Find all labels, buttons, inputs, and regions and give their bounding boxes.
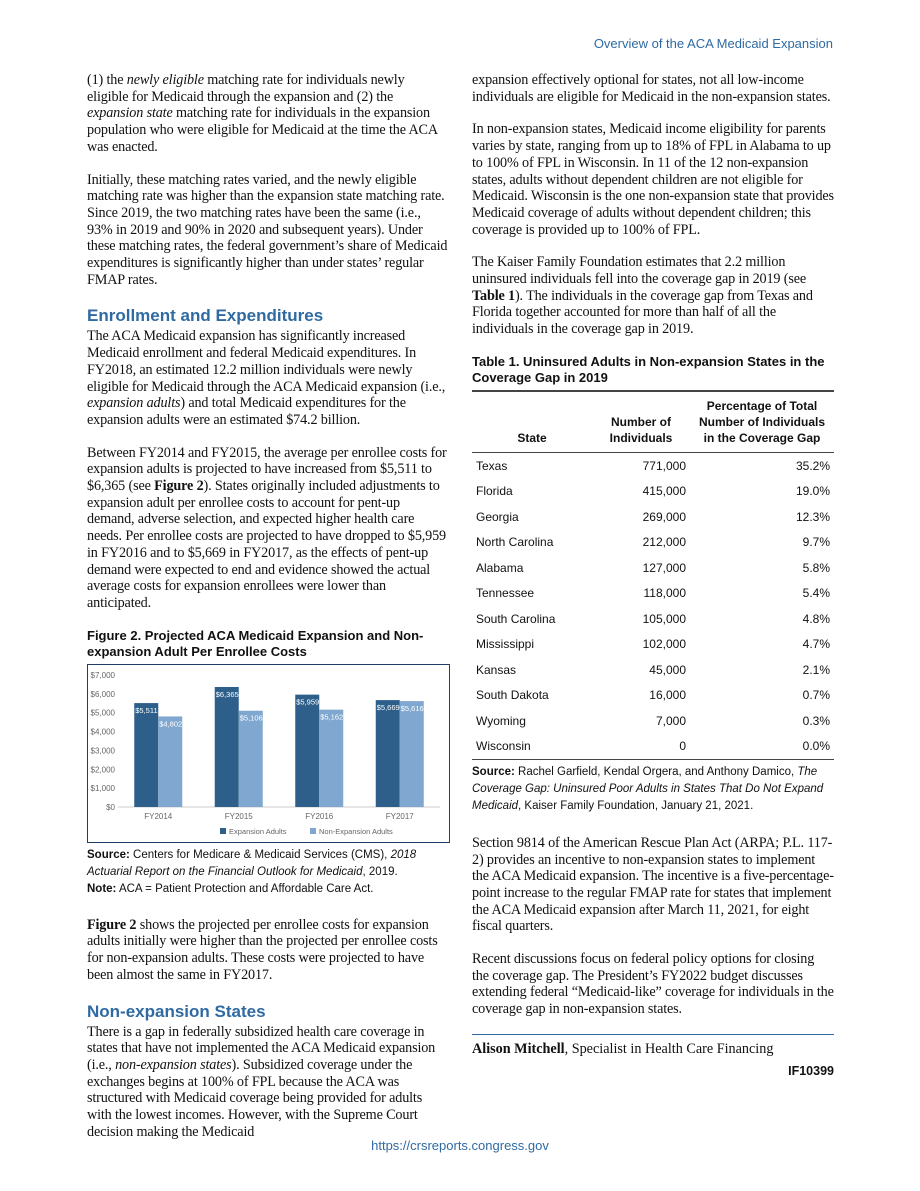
y-tick-label: $6,000 — [90, 689, 115, 699]
y-tick-label: $0 — [106, 802, 115, 812]
cell-percentage: 9.7% — [802, 535, 830, 550]
cell-percentage: 0.7% — [802, 688, 830, 703]
cell-number: 0 — [679, 739, 686, 754]
paragraph: Section 9814 of the American Rescue Plan Act (ARPA; P.L. 117-2) provides an incentive to non-expansion states to implement the ACA Medicaid expansion. The incentive is a five-percentage-point increase to the regular FMAP rate for states that implement the ACA Medicaid expansion after March 11, 2021, for eight fiscal quarters. — [472, 834, 834, 935]
document-id: IF10399 — [788, 1063, 834, 1078]
table-row — [472, 504, 834, 530]
table-row — [472, 657, 834, 683]
bar-nonexpansion — [158, 716, 182, 807]
section-heading-nonexpansion: Non-expansion States — [87, 1001, 266, 1021]
bar-nonexpansion — [239, 710, 263, 806]
data-label: $5,669 — [376, 702, 400, 712]
data-label: $6,365 — [215, 689, 239, 699]
y-tick-label: $5,000 — [90, 708, 115, 718]
paragraph: In non-expansion states, Medicaid income eligibility for parents varies by state, ranging from up to 18% of FPL in Alabama to up to 100% of FPL in Wisconsin. In 11 of the 12 non-expansion states, adults without dependent children are not eligible for Medicaid. Wisconsin is the one non-expansion state that provides Medicaid coverage of adults without dependent children; this coverage is provided up to 100% of FPL. — [472, 121, 834, 238]
cell-number: 118,000 — [643, 586, 686, 601]
author-line: Alison Mitchell, Specialist in Health Care Financing — [472, 1040, 774, 1057]
section-heading-enrollment: Enrollment and Expenditures — [87, 306, 324, 326]
paragraph: The Kaiser Family Foundation estimates that 2.2 million uninsured individuals fell into the coverage gap in 2019 (see Table 1). The individuals in the coverage gap from Texas and Florida together accounted for more than half of all the individuals in the coverage gap in 2019. — [472, 254, 813, 338]
figure-note: Note: ACA = Patient Protection and Affordable Care Act. — [87, 882, 374, 895]
cell-percentage: 35.2% — [795, 458, 830, 473]
legend-swatch — [220, 828, 226, 834]
footer-url[interactable]: https://crsreports.congress.gov — [371, 1138, 549, 1153]
paragraph: Recent discussions focus on federal policy options for closing the coverage gap. The President’s FY2022 budget discusses extending federal “Medicaid-like” coverage for individuals in the coverage gap in non-expansion states. — [472, 951, 834, 1018]
column-header-number: Number of Individuals — [609, 414, 673, 445]
table-row — [472, 580, 834, 606]
cell-number: 102,000 — [642, 637, 686, 652]
figure-2-chart — [87, 664, 450, 843]
y-tick-label: $1,000 — [90, 783, 115, 793]
paragraph: Initially, these matching rates varied, and the newly eligible matching rate was higher than the expansion state matching rate. Since 2019, the two matching rates have been the same (i.e., 93% in 2019 and 90% in 2020 and subsequent years). Under these matching rates, the federal government’s share of Medicaid expenditures is significantly higher than under states’ regular FMAP rates. — [87, 171, 448, 288]
data-label: $5,616 — [400, 703, 424, 713]
bar-nonexpansion — [319, 709, 343, 806]
cell-percentage: 4.7% — [802, 637, 830, 652]
data-label: $5,106 — [239, 713, 263, 723]
bar-expansion — [215, 687, 239, 807]
legend-label: Expansion Adults — [229, 826, 287, 836]
paragraph: (1) the newly eligible matching rate for individuals newly eligible for Medicaid through the expansion and (2) the expansion state matching rate for individuals in the expansion population who were eligible for Medicaid at the time the ACA was enacted. — [87, 72, 438, 155]
y-tick-label: $3,000 — [90, 746, 115, 756]
table-row — [472, 478, 834, 504]
table-row — [472, 606, 834, 632]
legend-label: Non-Expansion Adults — [319, 826, 393, 836]
cell-percentage: 5.8% — [802, 560, 830, 575]
bar-expansion — [295, 694, 319, 806]
column-header-state: State — [517, 430, 547, 445]
cell-number: 269,000 — [642, 509, 686, 524]
cell-state: South Dakota — [476, 688, 549, 703]
bar-expansion — [376, 700, 400, 807]
cell-state: Mississippi — [476, 637, 535, 652]
cell-state: Alabama — [476, 560, 524, 575]
cell-percentage: 12.3% — [795, 509, 830, 524]
table-row — [472, 529, 834, 555]
cell-state: North Carolina — [476, 535, 554, 550]
y-tick-label: $2,000 — [90, 764, 115, 774]
cell-state: Kansas — [476, 662, 517, 677]
coverage-gap-table — [472, 390, 834, 760]
table-row — [472, 555, 834, 581]
cell-percentage: 19.0% — [795, 484, 830, 499]
cell-state: Wisconsin — [476, 739, 531, 754]
cell-number: 45,000 — [649, 662, 686, 677]
y-tick-label: $7,000 — [90, 670, 115, 680]
table-row — [472, 682, 834, 708]
x-tick-label: FY2015 — [224, 811, 253, 821]
y-tick-label: $4,000 — [90, 727, 115, 737]
right-column — [472, 72, 834, 1078]
author-divider — [472, 1034, 834, 1035]
cell-percentage: 0.0% — [802, 739, 830, 754]
cell-percentage: 2.1% — [802, 662, 830, 677]
column-header-percentage: Percentage of Total Number of Individuals in the Coverage Gap — [698, 398, 825, 445]
cell-number: 212,000 — [642, 535, 686, 550]
cell-number: 7,000 — [655, 713, 686, 728]
legend-swatch — [310, 828, 316, 834]
paragraph: There is a gap in federally subsidized health care coverage in states that have not implemented the ACA Medicaid expansion (i.e., non-expansion states). Subsidized coverage under the exchanges begins at 100% of FPL because the ACA was structured with Medicaid coverage being provided for adults with the lowest incomes. However, with the Supreme Court decision making the Medicaid — [87, 1023, 436, 1140]
table-row — [472, 452, 834, 478]
table-source: Source: Rachel Garfield, Kendal Orgera, and Anthony Damico, The Coverage Gap: Uninsured Poor Adults in States That Do Not Expand Medicaid, Kaiser Family Foundation, January 21, 2021. — [472, 765, 824, 812]
cell-state: Tennessee — [476, 586, 535, 601]
cell-number: 415,000 — [642, 484, 686, 499]
table-row — [472, 631, 834, 657]
figure-source: Source: Centers for Medicare & Medicaid Services (CMS), 2018 Actuarial Report on the Financial Outlook for Medicaid, 2019. — [87, 848, 417, 878]
cell-number: 127,000 — [642, 560, 686, 575]
data-label: $5,511 — [135, 705, 158, 715]
running-header: Overview of the ACA Medicaid Expansion — [593, 36, 833, 51]
table-header-row — [472, 391, 834, 453]
table-row — [472, 733, 834, 759]
bar-nonexpansion — [400, 701, 424, 807]
cell-state: Georgia — [476, 509, 519, 524]
cell-state: Wyoming — [476, 713, 526, 728]
cell-percentage: 4.8% — [802, 611, 830, 626]
x-tick-label: FY2014 — [144, 811, 173, 821]
data-label: $4,802 — [159, 719, 183, 729]
cell-number: 16,000 — [649, 688, 686, 703]
cell-state: Texas — [476, 458, 508, 473]
cell-percentage: 0.3% — [802, 713, 830, 728]
cell-percentage: 5.4% — [802, 586, 830, 601]
cell-state: Florida — [476, 484, 513, 499]
bar-chart — [88, 665, 449, 842]
table-row — [472, 708, 834, 734]
paragraph: Between FY2014 and FY2015, the average per enrollee costs for expansion adults is projected to have increased from $5,511 to $6,365 (see Figure 2). States originally included adjustments to expansion adult per enrollee costs to account for pent-up demand, adverse selection, and expected higher health care needs. Per enrollee costs are projected to have dropped to $5,959 in FY2016 and to $5,669 in FY2017, as the effects of pent-up demand were expected to end and evidence showed the actual average costs for expansion enrollees were lower than anticipated. — [87, 444, 447, 611]
table-title: Table 1. Uninsured Adults in Non-expansion States in the Coverage Gap in 2019 — [472, 353, 825, 385]
cell-number: 105,000 — [642, 611, 686, 626]
bar-expansion — [134, 703, 158, 807]
x-tick-label: FY2016 — [305, 811, 334, 821]
figure-title: Figure 2. Projected ACA Medicaid Expansion and Non-expansion Adult Per Enrollee Costs — [87, 627, 424, 659]
data-label: $5,959 — [296, 697, 320, 707]
cell-state: South Carolina — [476, 611, 556, 626]
data-label: $5,162 — [320, 712, 344, 722]
x-tick-label: FY2017 — [385, 811, 414, 821]
paragraph: expansion effectively optional for states, not all low-income individuals are eligible for Medicaid in the non-expansion states. — [472, 72, 831, 105]
paragraph: The ACA Medicaid expansion has significantly increased Medicaid enrollment and federal Medicaid expenditures. In FY2018, an estimated 12.2 million individuals were newly eligible for Medicaid through the ACA Medicaid expansion (i.e., expansion adults) and total Medicaid expenditures for the expansion adults were an estimated $74.2 billion. — [87, 328, 446, 428]
left-column — [87, 72, 449, 1156]
cell-number: 771,000 — [642, 458, 686, 473]
paragraph: Figure 2 shows the projected per enrollee costs for expansion adults initially were higher than the projected per enrollee costs for non-expansion adults. These costs were projected to have been almost the same in FY2017. — [87, 916, 438, 983]
